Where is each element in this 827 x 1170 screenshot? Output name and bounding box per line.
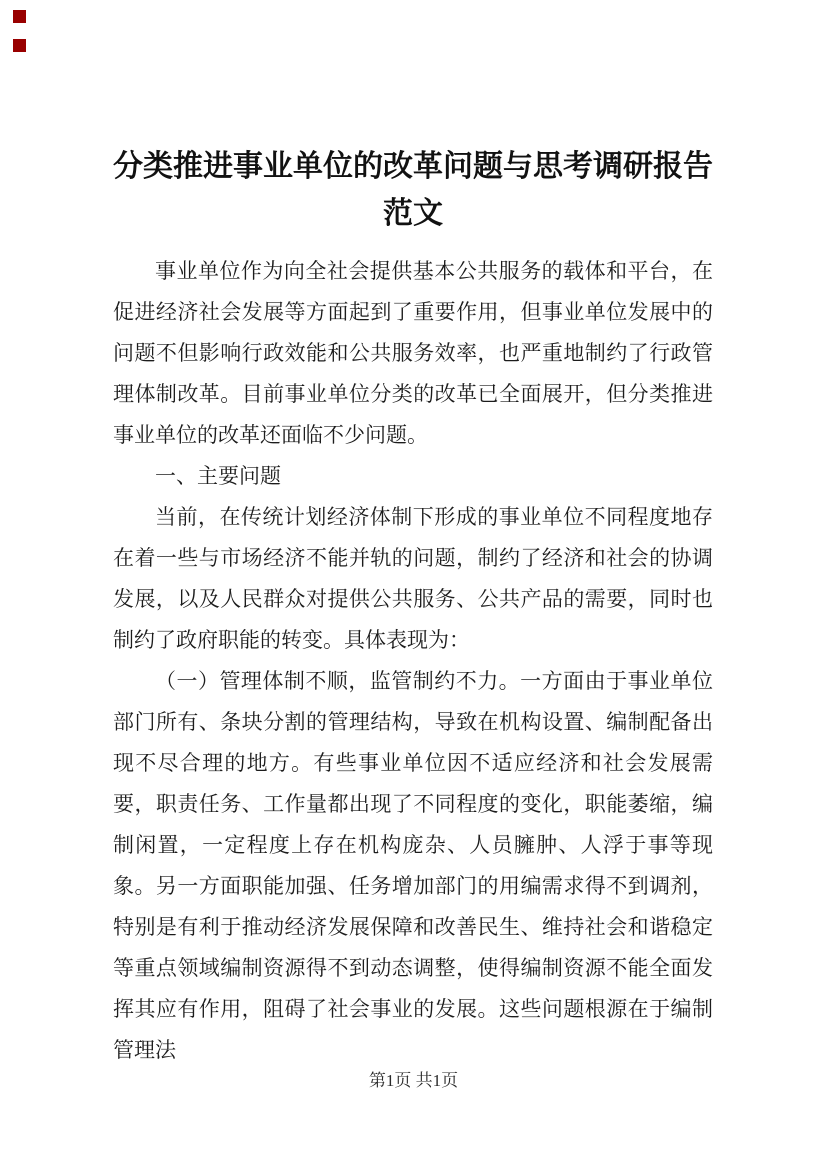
paragraph-item-one: （一）管理体制不顺，监管制约不力。一方面由于事业单位部门所有、条块分割的管理结构，导致在机构设置、编制配备出现不尽合理的地方。有些事业单位因不适应经济和社会发展需要，职责任务、工作量都出现了不同程度的变化，职能萎缩，编制闲置，一定程度上存在机构庞杂、人员臃肿、人浮于事等现象。另一方面职能加强、任务增加部门的用编需求得不到调剂，特别是有利于推动经济发展保障和改善民生、维持社会和谐稳定等重点领域编制资源得不到动态调整，使得编制资源不能全面发挥其应有作用，阻碍了社会事业的发展。这些问题根源在于编制管理法: [113, 669, 713, 1062]
document-body: [113, 251, 713, 1071]
red-square-marker-bottom: [13, 39, 26, 52]
red-square-marker-top: [13, 10, 26, 23]
document-title-line1: 分类推进事业单位的改革问题与思考调研报告: [113, 150, 713, 183]
paragraph-section-heading: 一、主要问题: [155, 464, 281, 488]
document-content: [113, 143, 713, 1071]
paragraph-intro: 事业单位作为向全社会提供基本公共服务的载体和平台，在促进经济社会发展等方面起到了重要作用，但事业单位发展中的问题不但影响行政效能和公共服务效率，也严重地制约了行政管理体制改革。目前事业单位分类的改革已全面展开，但分类推进事业单位的改革还面临不少问题。: [113, 259, 713, 447]
paragraph-overview: 当前，在传统计划经济体制下形成的事业单位不同程度地存在着一些与市场经济不能并轨的问题，制约了经济和社会的协调发展，以及人民群众对提供公共服务、公共产品的需要，同时也制约了政府职能的转变。具体表现为：: [113, 505, 713, 652]
page-number-footer: 第1页 共1页: [368, 1071, 459, 1090]
document-title: [113, 143, 713, 237]
document-title-line2: 范文: [383, 197, 443, 230]
